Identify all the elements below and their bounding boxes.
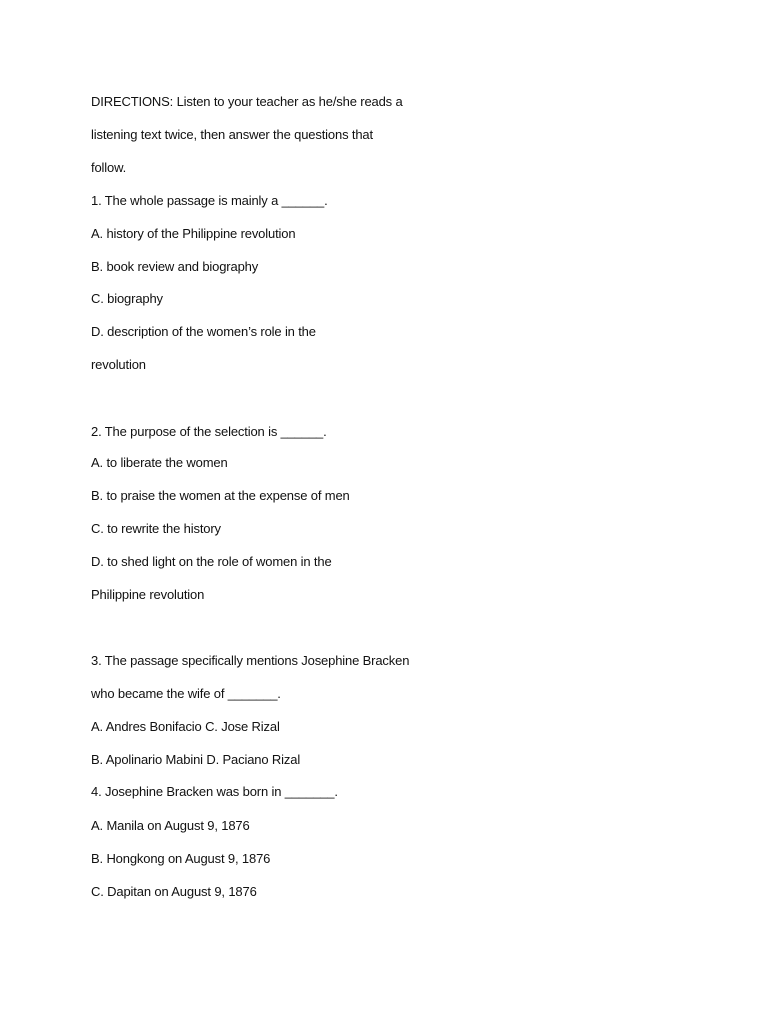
question-3-options-row-1: A. Andres Bonifacio C. Jose Rizal [91,719,280,734]
question-2-option-d-continued: Philippine revolution [91,587,205,602]
question-4-option-a: A. Manila on August 9, 1876 [91,818,250,833]
question-1-option-d-continued: revolution [91,357,146,372]
question-1-option-c: C. biography [91,291,163,306]
directions-line-1: DIRECTIONS: Listen to your teacher as he/she reads a [91,94,403,109]
question-3-stem-line-1: 3. The passage specifically mentions Josephine Bracken [91,653,410,668]
question-1-option-d: D. description of the women’s role in the [91,324,316,339]
question-1-option-a: A. history of the Philippine revolution [91,226,296,241]
directions-line-2: listening text twice, then answer the questions that [91,127,373,142]
directions-line-3: follow. [91,160,127,175]
question-2-option-c: C. to rewrite the history [91,521,221,536]
question-4-option-c: C. Dapitan on August 9, 1876 [91,884,257,899]
question-2-option-b: B. to praise the women at the expense of men [91,488,350,503]
question-4-stem: 4. Josephine Bracken was born in _______. [91,784,338,799]
question-2-option-a: A. to liberate the women [91,455,228,470]
question-3-options-row-2: B. Apolinario Mabini D. Paciano Rizal [91,752,301,767]
question-3-stem-line-2: who became the wife of _______. [91,686,281,701]
question-2-option-d: D. to shed light on the role of women in the [91,554,332,569]
question-2-stem: 2. The purpose of the selection is ______. [91,424,327,439]
question-4-option-b: B. Hongkong on August 9, 1876 [91,851,271,866]
question-1-option-b: B. book review and biography [91,259,259,274]
question-1-stem: 1. The whole passage is mainly a ______. [91,193,328,208]
